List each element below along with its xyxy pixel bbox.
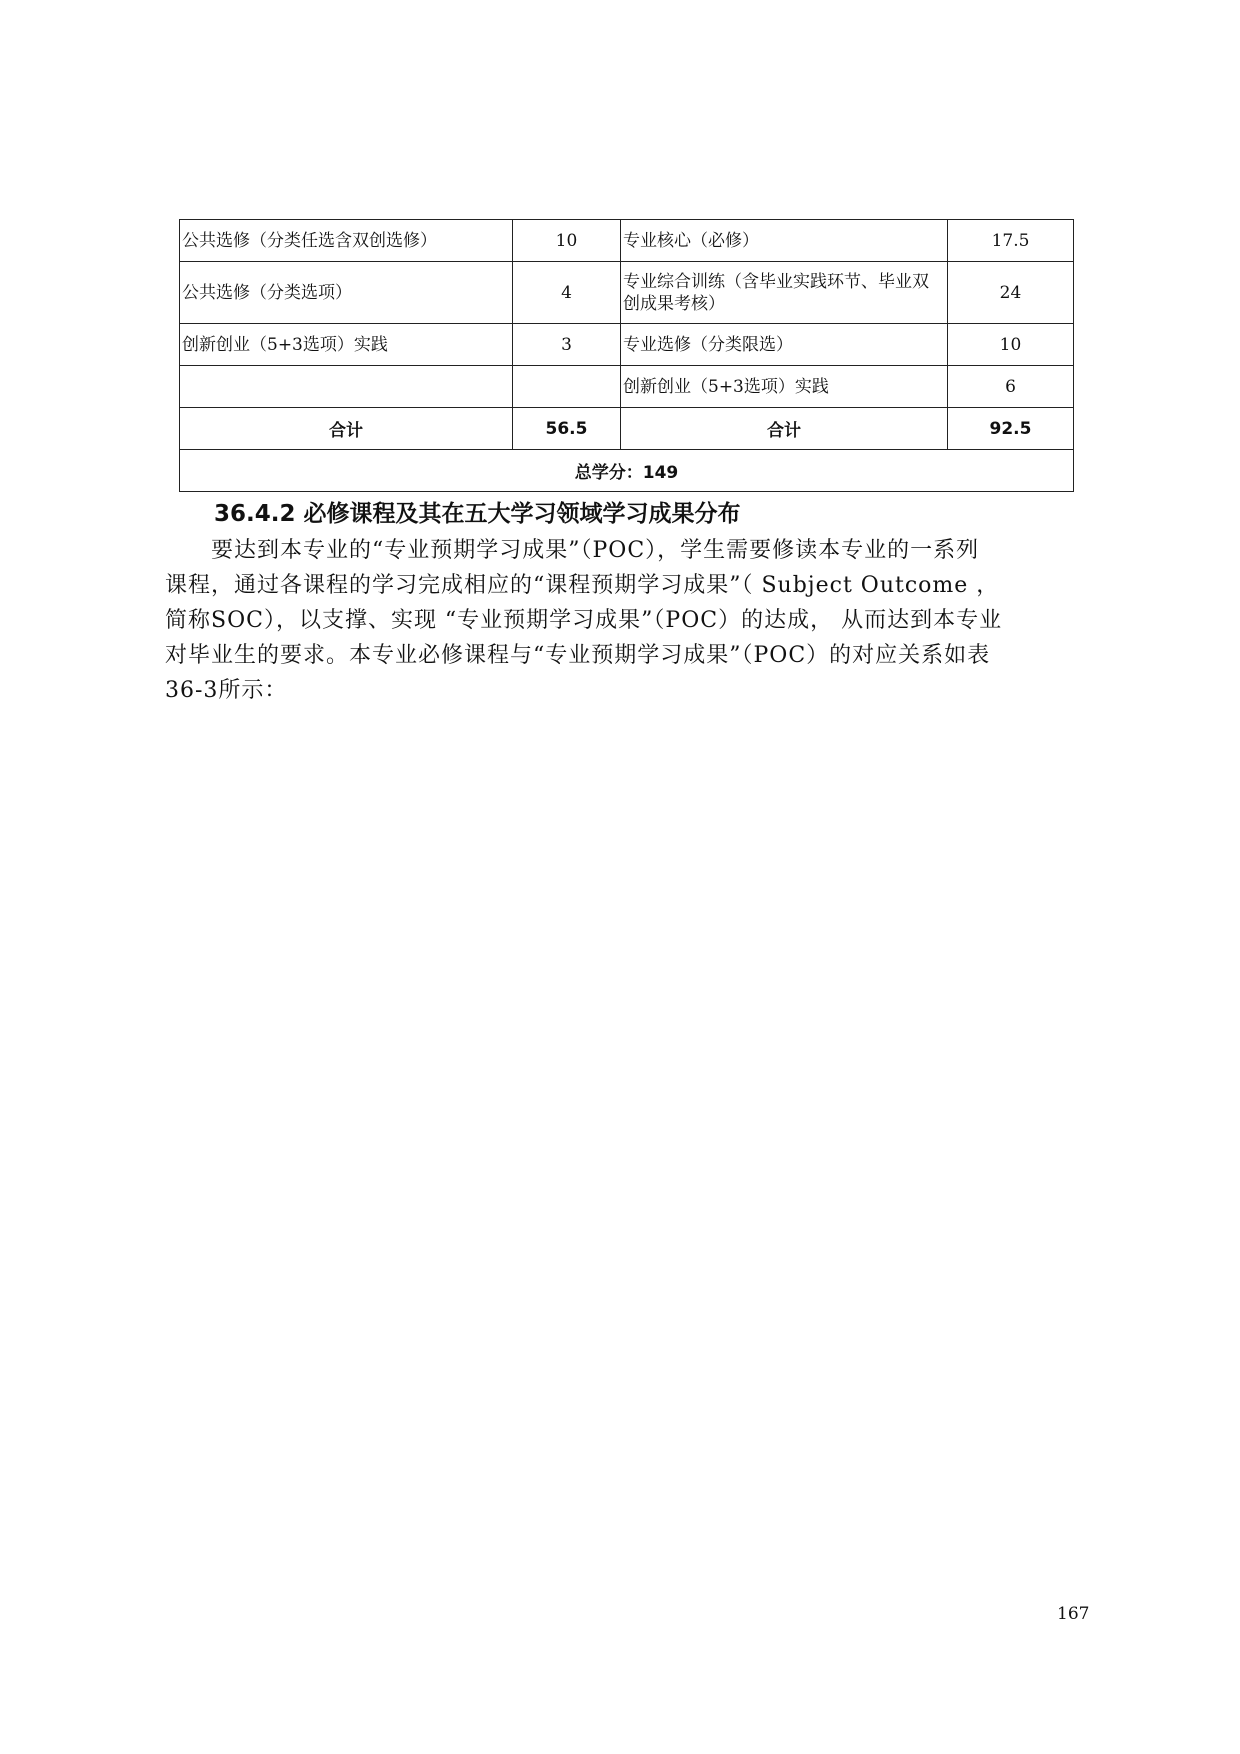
table-row bbox=[180, 220, 1074, 262]
table-row bbox=[180, 324, 1074, 366]
left-credit: 10 bbox=[513, 220, 621, 262]
left-category: 创新创业（5+3选项）实践 bbox=[180, 324, 513, 366]
page-number: 167 bbox=[1057, 1604, 1090, 1624]
total-credits: 总学分：149 bbox=[180, 450, 1074, 492]
total-row bbox=[180, 450, 1074, 492]
right-category: 创新创业（5+3选项）实践 bbox=[621, 366, 948, 408]
right-credit: 17.5 bbox=[948, 220, 1074, 262]
left-category: 公共选修（分类选项） bbox=[180, 262, 513, 324]
right-category: 专业核心（必修） bbox=[621, 220, 948, 262]
left-credit: 3 bbox=[513, 324, 621, 366]
paragraph-line: 简称SOC），以支撑、实现 “专业预期学习成果”（POC）的达成， 从而达到本专业 bbox=[165, 608, 1003, 633]
left-sum-label: 合计 bbox=[180, 408, 513, 450]
paragraph-line: 要达到本专业的“专业预期学习成果”（POC），学生需要修读本专业的一系列 bbox=[165, 538, 980, 563]
right-sum-label: 合计 bbox=[621, 408, 948, 450]
paragraph-line: 36-3所示： bbox=[165, 678, 288, 703]
right-category: 专业选修（分类限选） bbox=[621, 324, 948, 366]
right-credit: 6 bbox=[948, 366, 1074, 408]
paragraph-line: 课程，通过各课程的学习完成相应的“课程预期学习成果”（ Subject Outcome ， bbox=[165, 573, 1000, 598]
right-credit: 24 bbox=[948, 262, 1074, 324]
credit-distribution-table bbox=[179, 219, 1074, 492]
sum-row bbox=[180, 408, 1074, 450]
left-credit bbox=[513, 366, 621, 408]
left-sum-value: 56.5 bbox=[513, 408, 621, 450]
paragraph-line: 对毕业生的要求。本专业必修课程与“专业预期学习成果”（POC）的对应关系如表 bbox=[165, 643, 991, 668]
table-row bbox=[180, 366, 1074, 408]
table-row bbox=[180, 262, 1074, 324]
right-credit: 10 bbox=[948, 324, 1074, 366]
left-category: 公共选修（分类任选含双创选修） bbox=[180, 220, 513, 262]
left-category bbox=[180, 366, 513, 408]
right-sum-value: 92.5 bbox=[948, 408, 1074, 450]
section-heading: 36.4.2 必修课程及其在五大学习领域学习成果分布 bbox=[214, 501, 741, 527]
left-credit: 4 bbox=[513, 262, 621, 324]
right-category: 专业综合训练（含毕业实践环节、毕业双创成果考核） bbox=[621, 262, 948, 324]
